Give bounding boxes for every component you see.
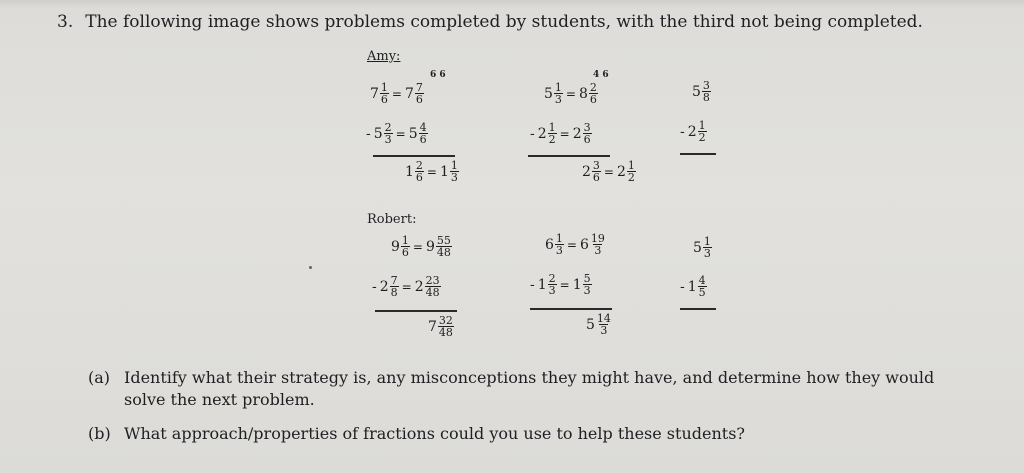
amy-p1-answer: 1 $\frac{2}{6}$ = 1 $\frac{1}{3}$	[405, 159, 458, 184]
student-name-robert: Robert:	[367, 212, 417, 227]
amy-p1-answer-line	[373, 155, 455, 157]
part-b-text: What approach/properties of fractions could you use to help these students?	[124, 424, 745, 443]
question-text: The following image shows problems completed by students, with the third not being completed.	[85, 12, 923, 32]
robert-p2-subtrahend: - 1 $\frac{2}{3}$ = 1 $\frac{5}{3}$	[530, 272, 591, 297]
robert-p2-minuend: 6 $\frac{1}{3}$ = 6 $\frac{19}{3}$	[545, 232, 605, 257]
part-b-label: (b)	[88, 424, 111, 443]
robert-p3-answer-line	[680, 308, 716, 310]
amy-p3-subtrahend: - 2 $\frac{1}{2}$	[680, 119, 706, 144]
amy-p3-minuend: 5 $\frac{3}{8}$	[692, 79, 710, 104]
amy-p2-denominator-marks: 4 6	[593, 70, 609, 80]
robert-p3-minuend: 5 $\frac{1}{3}$	[693, 235, 711, 260]
question-number: 3.	[57, 12, 74, 32]
robert-p1-subtrahend: - 2 $\frac{7}{8}$ = 2 $\frac{23}{48}$	[372, 274, 440, 299]
amy-p2-subtrahend: - 2 $\frac{1}{2}$ = 2 $\frac{3}{6}$	[530, 121, 591, 146]
robert-p1-answer: 7 $\frac{32}{48}$	[428, 314, 453, 339]
part-a-line1: Identify what their strategy is, any misconceptions they might have, and determine how they would	[124, 368, 935, 387]
stray-pen-mark	[309, 266, 312, 269]
question-heading	[57, 12, 923, 32]
amy-p3-answer-line	[680, 153, 716, 155]
page-top-edge	[0, 0, 1024, 8]
part-b	[88, 423, 1008, 445]
robert-p1-minuend: 9 $\frac{1}{6}$ = 9 $\frac{55}{48}$	[391, 234, 451, 259]
amy-p1-minuend: 7 $\frac{1}{6}$ = 7 $\frac{7}{6}$	[370, 81, 423, 106]
robert-p1-answer-line	[375, 310, 457, 312]
amy-p1-denominator-marks: 6 6	[430, 70, 446, 80]
amy-p2-answer: 2 $\frac{3}{6}$ = 2 $\frac{1}{2}$	[582, 159, 635, 184]
amy-p2-answer-line	[528, 155, 610, 157]
amy-p1-subtrahend: - 5 $\frac{2}{3}$ = 5 $\frac{4}{6}$	[366, 121, 427, 146]
amy-p2-minuend: 5 $\frac{1}{3}$ = 8 $\frac{2}{6}$	[544, 81, 597, 106]
robert-p2-answer-line	[530, 308, 612, 310]
part-a-line2: solve the next problem.	[124, 390, 315, 409]
robert-p3-subtrahend: - 1 $\frac{4}{5}$	[680, 274, 706, 299]
part-a-label: (a)	[88, 368, 111, 387]
part-a	[88, 367, 1008, 411]
robert-p2-answer: 5 $\frac{14}{3}$	[586, 312, 611, 337]
student-name-amy: Amy:	[367, 49, 401, 64]
